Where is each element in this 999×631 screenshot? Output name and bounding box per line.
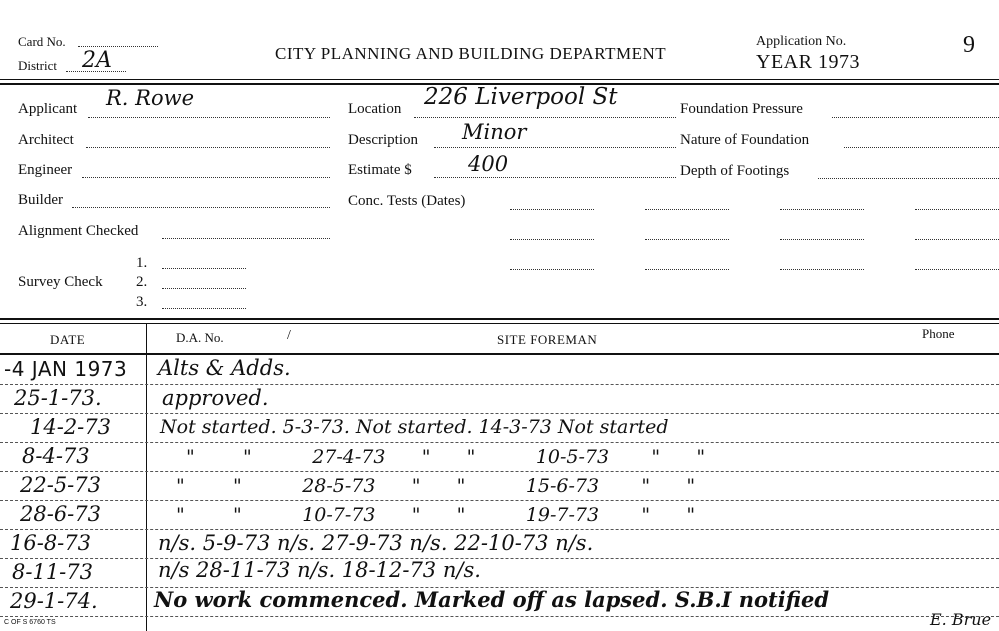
location-line — [414, 117, 676, 118]
year-label: YEAR 1973 — [756, 51, 860, 73]
row-separator — [0, 500, 999, 501]
survey-item-1: 1. — [136, 255, 148, 271]
depth-footings-line — [818, 178, 999, 179]
location-value: 226 Liverpool St — [424, 84, 618, 110]
row-4-text: " " 27-4-73 " " 10-5-73 " " — [186, 446, 706, 468]
row-1-date: -4 JAN 1973 — [4, 357, 128, 381]
row-3-date: 14-2-73 — [30, 415, 111, 439]
depth-footings-label: Depth of Footings — [680, 163, 790, 179]
alignment-label: Alignment Checked — [18, 223, 139, 239]
conc-line — [915, 239, 999, 240]
row-5-text: " " 28-5-73 " " 15-6-73 " " — [176, 475, 696, 497]
foundation-pressure-label: Foundation Pressure — [680, 101, 803, 117]
department-title: CITY PLANNING AND BUILDING DEPARTMENT — [275, 44, 667, 63]
col-slash: / — [287, 328, 291, 343]
builder-label: Builder — [18, 192, 63, 208]
row-3-text: Not started. 5-3-73. Not started. 14-3-73 Not started — [160, 416, 669, 438]
card-no-label: Card No. — [18, 34, 66, 49]
row-7-text: n/s. 5-9-73 n/s. 27-9-73 n/s. 22-10-73 n/s. — [158, 531, 594, 555]
col-foreman-header: SITE FOREMAN — [497, 332, 598, 347]
engineer-line — [82, 177, 330, 178]
table-top-rule-1 — [0, 318, 999, 320]
conc-line — [510, 239, 594, 240]
row-separator — [0, 558, 999, 559]
survey-line-3 — [162, 308, 246, 309]
row-2-date: 25-1-73. — [14, 386, 102, 410]
description-line — [434, 147, 676, 148]
row-separator — [0, 471, 999, 472]
location-label: Location — [348, 101, 402, 117]
conc-line — [915, 269, 999, 270]
row-1-text: Alts & Adds. — [158, 356, 291, 380]
col-phone-header: Phone — [922, 326, 955, 341]
application-no-label: Application No. — [756, 34, 847, 49]
conc-tests-label: Conc. Tests (Dates) — [348, 193, 466, 209]
builder-line — [72, 207, 330, 208]
col-da-header: D.A. No. — [176, 330, 224, 345]
district-value: 2A — [82, 48, 112, 73]
survey-item-3: 3. — [136, 294, 148, 310]
signature: E. Brue — [930, 610, 992, 629]
row-4-date: 8-4-73 — [22, 444, 90, 468]
row-separator — [0, 529, 999, 530]
row-9-date: 29-1-74. — [10, 589, 98, 613]
conc-line — [510, 269, 594, 270]
row-6-date: 28-6-73 — [20, 502, 101, 526]
application-number: 9 — [963, 32, 975, 58]
survey-item-2: 2. — [136, 274, 148, 290]
date-column-divider — [146, 323, 147, 631]
row-9-text: No work commenced. Marked off as lapsed. S.B.I notified — [154, 587, 830, 612]
row-5-date: 22-5-73 — [20, 473, 101, 497]
row-separator — [0, 413, 999, 414]
form-code: C OF S 6760 TS — [4, 619, 56, 626]
architect-label: Architect — [18, 132, 74, 148]
conc-line — [780, 239, 864, 240]
conc-line — [915, 209, 999, 210]
row-separator — [0, 442, 999, 443]
survey-line-1 — [162, 268, 246, 269]
survey-check-label: Survey Check — [18, 274, 103, 290]
estimate-label: Estimate $ — [348, 162, 412, 178]
row-separator — [0, 384, 999, 385]
description-label: Description — [348, 132, 418, 148]
header-rule-1 — [0, 79, 999, 80]
architect-line — [86, 147, 330, 148]
district-label: District — [18, 58, 57, 73]
foundation-pressure-line — [832, 117, 999, 118]
applicant-value: R. Rowe — [106, 86, 195, 110]
engineer-label: Engineer — [18, 162, 73, 178]
description-value: Minor — [462, 120, 527, 144]
row-8-date: 8-11-73 — [12, 560, 93, 584]
row-6-text: " " 10-7-73 " " 19-7-73 " " — [176, 504, 696, 526]
nature-foundation-label: Nature of Foundation — [680, 132, 810, 148]
col-date-header: DATE — [50, 332, 86, 347]
conc-line — [780, 209, 864, 210]
conc-line — [645, 269, 729, 270]
estimate-value: 400 — [468, 152, 509, 176]
card-no-line — [78, 46, 158, 47]
survey-line-2 — [162, 288, 246, 289]
table-header-bottom-rule — [0, 353, 999, 355]
conc-line — [510, 209, 594, 210]
row-8-text: n/s 28-11-73 n/s. 18-12-73 n/s. — [158, 558, 481, 582]
conc-line — [645, 209, 729, 210]
row-2-text: approved. — [162, 386, 269, 410]
applicant-label: Applicant — [18, 101, 78, 117]
nature-foundation-line — [844, 147, 999, 148]
alignment-line — [162, 238, 330, 239]
row-7-date: 16-8-73 — [10, 531, 91, 555]
estimate-line — [434, 177, 676, 178]
conc-line — [645, 239, 729, 240]
applicant-line — [88, 117, 330, 118]
conc-line — [780, 269, 864, 270]
table-top-rule-2 — [0, 323, 999, 324]
row-separator — [0, 616, 999, 617]
